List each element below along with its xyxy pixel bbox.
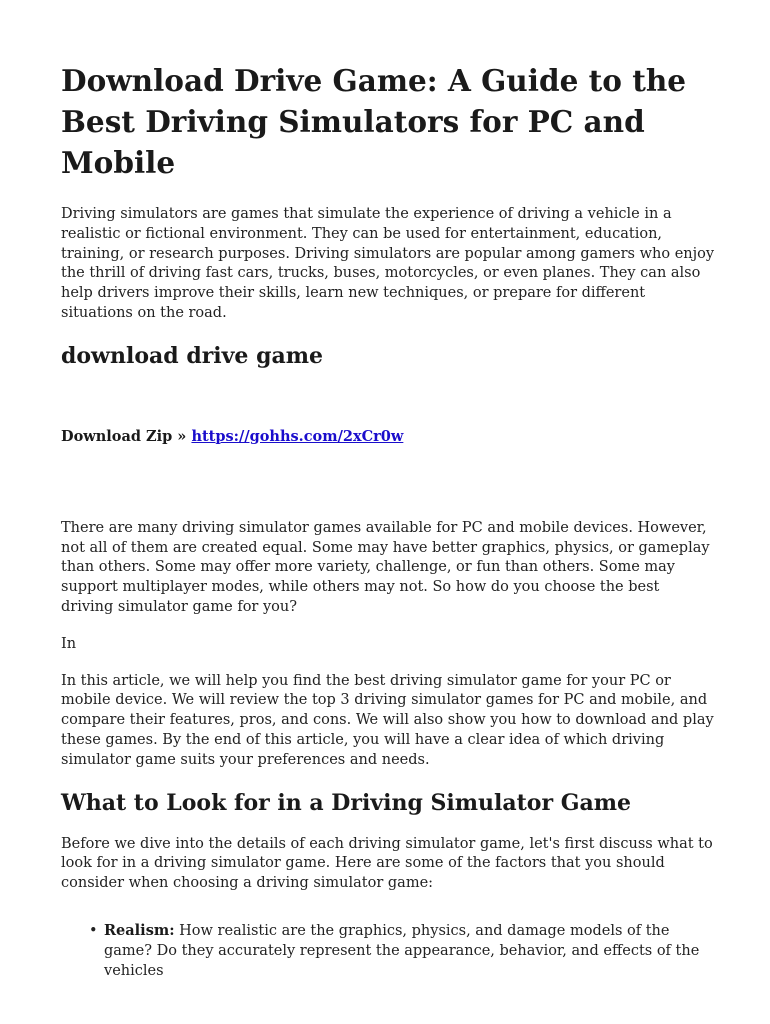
- paragraph-before: Before we dive into the details of each driving simulator game, let's first discuss what to look for in a driving simulator game. Here are some of the factors that you should consider when choosing a driving simulator game:: [61, 835, 713, 892]
- intro-paragraph: Driving simulators are games that simulate the experience of driving a vehicle in a realistic or fictional environment. They can be used for entertainment, education, training, or research purposes. Driving simulators are popular among gamers who enjoy the thrill of driving fast cars, trucks, buses, motorcycles, or even planes. They can also help drivers improve their skills, learn new techniques, or prepare for different situations on the road.: [61, 206, 715, 321]
- factor-term: Realism:: [104, 921, 175, 939]
- paragraph-article-overview: In this article, we will help you find the best driving simulator game for your PC or mobile device. We will review the top 3 driving simulator games for PC and mobile, and compare their features, pros, and cons. We will also show you how to download and play these games. By the end of this article, you will have a clear idea of which driving simulator game suits your preferences and needs.: [61, 672, 714, 768]
- factors-list: [61, 921, 716, 981]
- list-item: [89, 921, 716, 981]
- bullet-icon: •: [89, 922, 98, 939]
- section-heading-what-to-look-for: What to Look for in a Driving Simulator Game: [61, 789, 632, 816]
- keyword-heading: download drive game: [61, 342, 324, 369]
- paragraph-many-games: There are many driving simulator games available for PC and mobile devices. However, not all of them are created equal. Some may have better graphics, physics, or gameplay than others. Some may offer more variety, challenge, or fun than others. Some may support multiplayer modes, while others may not. So how do you choose the best driving simulator game for you?: [61, 519, 710, 615]
- article: [61, 60, 716, 981]
- download-link[interactable]: https://gohhs.com/2xCr0w: [191, 427, 404, 445]
- paragraph-in: In: [61, 635, 77, 652]
- download-line: [61, 427, 716, 447]
- article-title: Download Drive Game: A Guide to the Best Driving Simulators for PC and Mobile: [61, 63, 687, 180]
- download-label: Download Zip »: [61, 427, 187, 445]
- factor-text: How realistic are the graphics, physics, and damage models of the game? Do they accurately represent the appearance, behavior, and effects of the vehicles: [104, 922, 700, 979]
